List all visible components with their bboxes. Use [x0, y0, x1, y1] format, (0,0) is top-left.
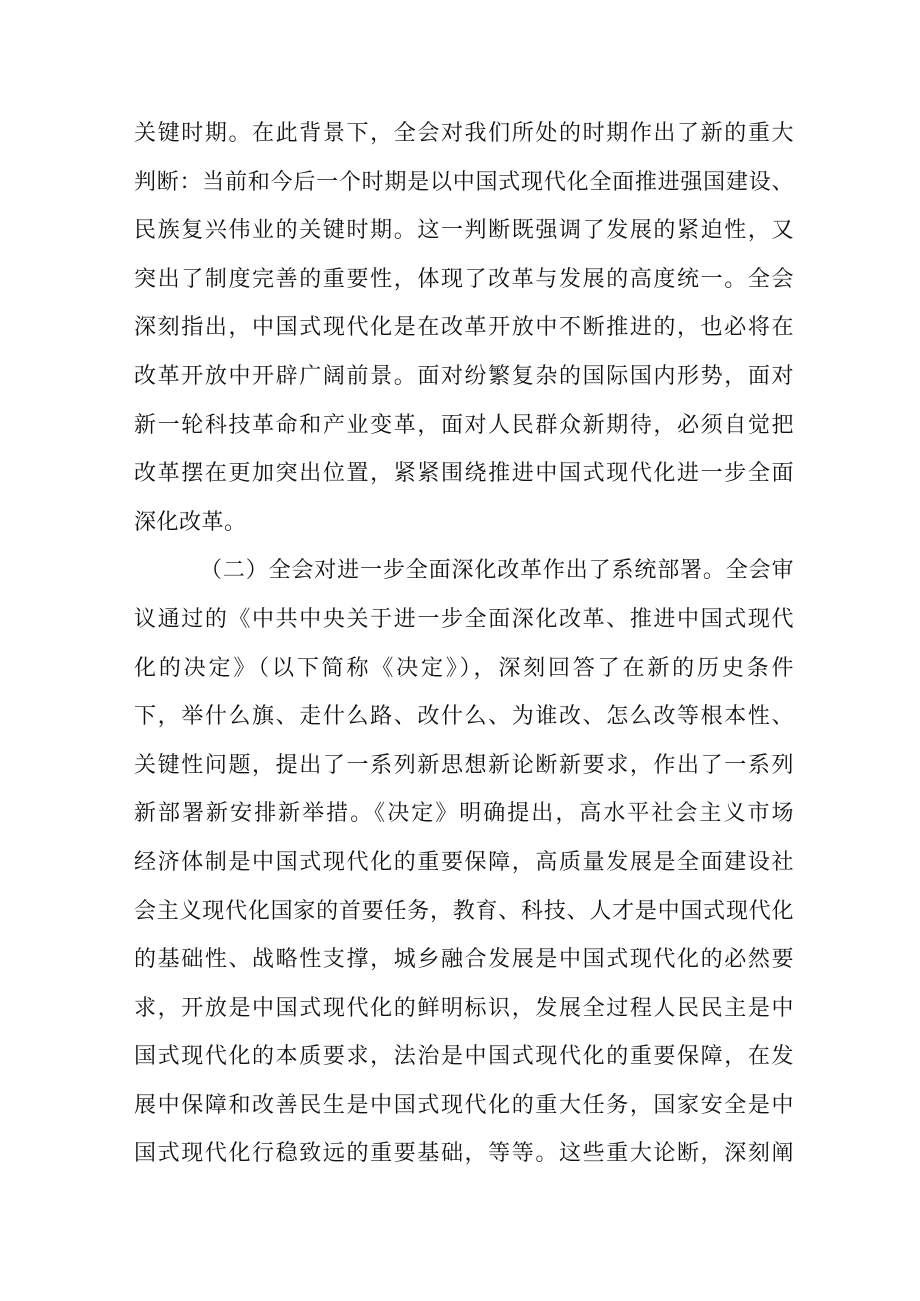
body-text: [134, 110, 794, 1179]
text-line: 下，举什么旗、走什么路、改什么、为谁改、怎么改等根本性、: [134, 704, 794, 730]
text-line: 展中保障和改善民生是中国式现代化的重大任务，国家安全是中: [134, 1092, 794, 1118]
text-line: 国式现代化的本质要求，法治是中国式现代化的重要保障，在发: [134, 1044, 794, 1070]
text-line: 化的决定》（以下简称《决定》），深刻回答了在新的历史条件: [134, 655, 794, 681]
text-line: 经济体制是中国式现代化的重要保障，高质量发展是全面建设社: [134, 849, 794, 875]
text-line: 新部署新安排新举措。《决定》明确提出，高水平社会主义市场: [134, 801, 794, 827]
text-line: 的基础性、战略性支撑，城乡融合发展是中国式现代化的必然要: [134, 947, 794, 973]
text-line: 议通过的《中共中央关于进一步全面深化改革、推进中国式现代: [134, 606, 794, 632]
text-line: 深化改革。: [134, 509, 247, 535]
text-line: 国式现代化行稳致远的重要基础，等等。这些重大论断，深刻阐: [134, 1141, 794, 1167]
text-line: 会主义现代化国家的首要任务，教育、科技、人才是中国式现代化: [134, 898, 794, 924]
text-line: 突出了制度完善的重要性，体现了改革与发展的高度统一。全会: [134, 266, 794, 292]
text-line: 关键性问题，提出了一系列新思想新论断新要求，作出了一系列: [134, 752, 794, 778]
text-line: 民族复兴伟业的关键时期。这一判断既强调了发展的紧迫性，又: [134, 218, 794, 244]
text-line: （二）全会对进一步全面深化改革作出了系统部署。全会审: [200, 558, 794, 584]
text-line: 改革摆在更加突出位置，紧紧围绕推进中国式现代化进一步全面: [134, 461, 794, 487]
text-line: 关键时期。在此背景下，全会对我们所处的时期作出了新的重大: [134, 121, 794, 146]
text-line: 深刻指出，中国式现代化是在改革开放中不断推进的，也必将在: [134, 315, 794, 341]
text-line: 改革开放中开辟广阔前景。面对纷繁复杂的国际国内形势，面对: [134, 363, 794, 389]
text-line: 求，开放是中国式现代化的鲜明标识，发展全过程人民民主是中: [134, 995, 794, 1021]
text-line: 判断：当前和今后一个时期是以中国式现代化全面推进强国建设、: [134, 169, 794, 195]
text-line: 新一轮科技革命和产业变革，面对人民群众新期待，必须自觉把: [134, 412, 794, 438]
